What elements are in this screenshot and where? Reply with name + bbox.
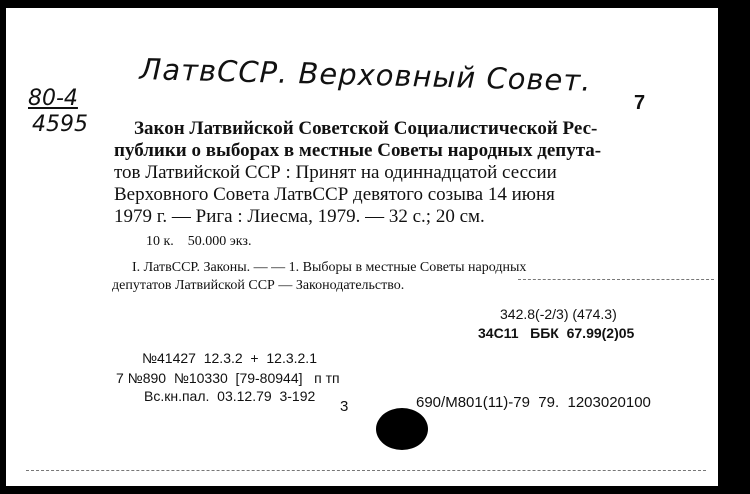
print-code-prefix: 3 [340,398,349,415]
classification-2: 34С11 ББК 67.99(2)05 [478,325,635,341]
record-line-1: №41427 12.3.2 + 12.3.2.1 [142,350,317,366]
subject-line-1: I. ЛатвССР. Законы. — — 1. Выборы в местные Советы народных [132,260,527,275]
classification-1: 342.8(-2/3) (474.3) [500,306,617,322]
call-number-top: 80-4 [28,86,78,111]
title-line-5: 1979 г. — Рига : Лиесма, 1979. — 32 с.; 20 см. [114,206,485,227]
bottom-rule [26,470,706,471]
record-line-2: 7 №890 №10330 [79-80944] п тп [116,370,340,386]
title-line-2: публики о выборах в местные Советы народных депута- [114,140,602,161]
title-line-4: Верховного Совета ЛатвССР девятого созыва 14 июня [114,184,555,205]
subject-rule [518,279,714,280]
subject-line-2: депутатов Латвийской ССР — Законодательство. [112,278,405,293]
print-code-suffix: 690/М801(11)-79 79. 1203020100 [416,394,651,411]
price-run: 10 к. 50.000 экз. [146,234,252,249]
title-line-1: Закон Латвийской Советской Социалистической Рес- [134,118,598,139]
title-line-3: тов Латвийской ССР : Принят на одиннадцатой сессии [114,162,557,183]
scan-border [718,0,750,494]
call-number-bottom: 4595 [32,112,88,137]
ink-blot [376,408,428,450]
handwritten-heading: ЛатвССР. Верховный Совет. [139,52,592,98]
catalog-card [6,8,718,486]
record-line-3: Вс.кн.пал. 03.12.79 3-192 [144,388,316,404]
page-number: 7 [634,92,646,114]
